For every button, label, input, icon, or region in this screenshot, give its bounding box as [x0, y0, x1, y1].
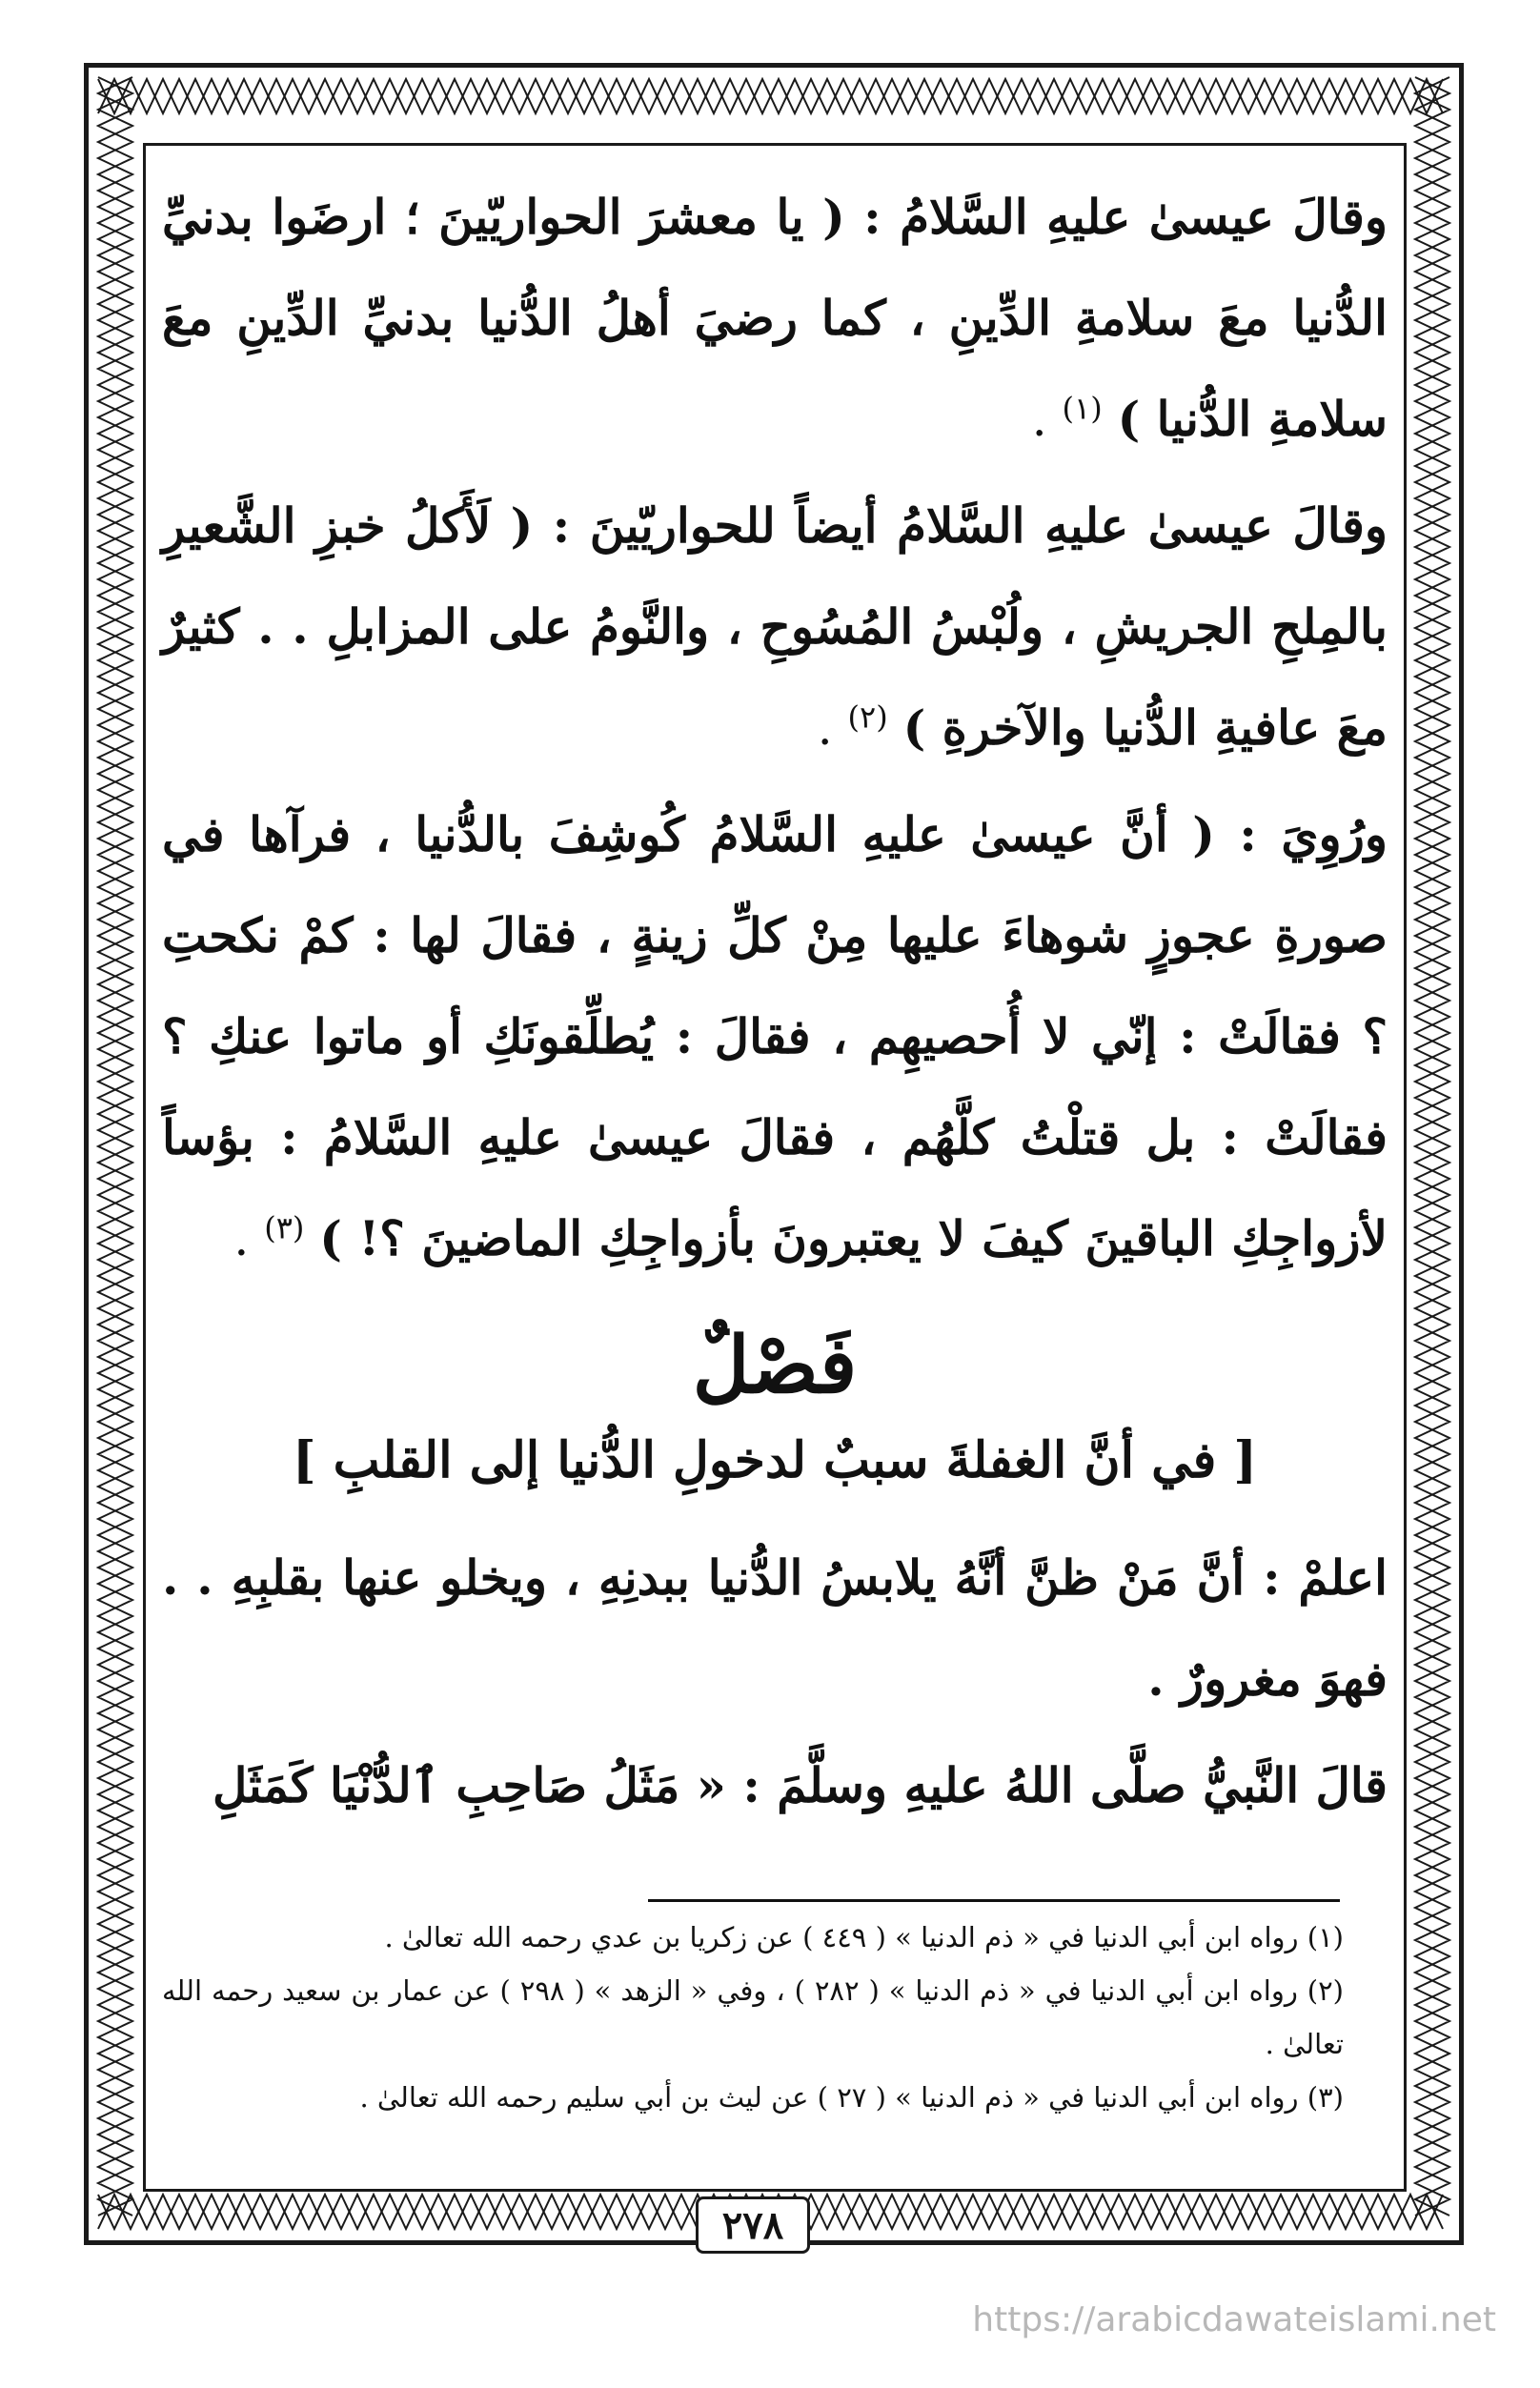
paragraph-5: قالَ النَّبيُّ صلَّى اللهُ عليهِ وسلَّمَ : « مَثَلُ صَاحِبِ ٱلدُّنْيَا كَمَثَلِ — [212, 1757, 1388, 1813]
paragraph-3-text: ورُوِيَ : ( أنَّ عيسىٰ عليهِ السَّلامُ كُوشِفَ بالدُّنيا ، فرآها في صورةِ عجوزٍ شوهاءَ عليها مِنْ كلِّ زينةٍ ، فقالَ لها : كمْ نكحتِ ؟ فقالَتْ : إنّي لا أُحصيهِم ، فقالَ : يُطلِّقونَكِ أو ماتوا عنكِ ؟ فقالَتْ : بل قتلْتُ كلَّهُم ، فقالَ عيسىٰ عليهِ السَّلامُ : بؤساً لأزواجِكِ الباقينَ كيفَ لا يعتبرونَ بأزواجِكِ الماضينَ ؟! ) — [162, 806, 1388, 1266]
watermark-url[interactable]: https://arabicdawateislami.net — [972, 2300, 1496, 2339]
paragraph-3-end: . — [233, 1211, 265, 1266]
footnotes — [162, 1911, 1344, 2124]
paragraph-2 — [162, 476, 1388, 779]
page-number: ٢٧٨ — [696, 2196, 810, 2254]
paragraph-1-end: . — [1031, 392, 1063, 447]
footnote-1: (١) رواه ابن أبي الدنيا في « ذم الدنيا » ( ٤٤٩ ) عن زكريا بن عدي رحمه الله تعالىٰ . — [384, 1921, 1344, 1953]
footnote-ref-1[interactable]: (١) — [1062, 390, 1103, 427]
footnote-separator — [648, 1899, 1340, 1902]
section-title: فَصْلٌ — [692, 1320, 858, 1411]
paragraph-4: اعلمْ : أنَّ مَنْ ظنَّ أنَّهُ يلابسُ الدُّنيا ببدنِهِ ، ويخلو عنها بقلبِهِ . . فهوَ مغرورٌ . — [162, 1549, 1388, 1707]
paragraph-2-text: وقالَ عيسىٰ عليهِ السَّلامُ أيضاً للحواريّينَ : ( لَأَكلُ خبزِ الشَّعيرِ بالمِلحِ الجريشِ ، ولُبْسُ المُسُوحِ ، والنَّومُ على المزابلِ . . كثيرٌ معَ عافيةِ الدُّنيا والآخرةِ ) — [162, 497, 1388, 756]
footnote-ref-3[interactable]: (٣) — [264, 1209, 305, 1246]
paragraph-1 — [162, 167, 1388, 470]
footnote-2: (٢) رواه ابن أبي الدنيا في « ذم الدنيا » ( ٢٨٢ ) ، وفي « الزهد » ( ٢٩٨ ) عن عمار بن سعيد رحمه الله تعالىٰ . — [162, 1974, 1344, 2060]
footnote-3: (٣) رواه ابن أبي الدنيا في « ذم الدنيا » ( ٢٧ ) عن ليث بن أبي سليم رحمه الله تعالىٰ . — [359, 2081, 1344, 2114]
page-body — [162, 167, 1388, 2177]
paragraph-3 — [162, 784, 1388, 1289]
section-heading: [ في أنَّ الغفلةَ سببٌ لدخولِ الدُّنيا إلى القلبِ ] — [292, 1431, 1258, 1489]
paragraph-2-end: . — [817, 700, 848, 756]
paragraph-1-text: وقالَ عيسىٰ عليهِ السَّلامُ : ( يا معشرَ الحواريّينَ ؛ ارضَوا بدنيِّ الدُّنيا معَ سلامةِ الدِّينِ ، كما رضيَ أهلُ الدُّنيا بدنيِّ الدِّينِ معَ سلامةِ الدُّنيا ) — [162, 189, 1388, 447]
footnote-ref-2[interactable]: (٢) — [847, 698, 888, 736]
